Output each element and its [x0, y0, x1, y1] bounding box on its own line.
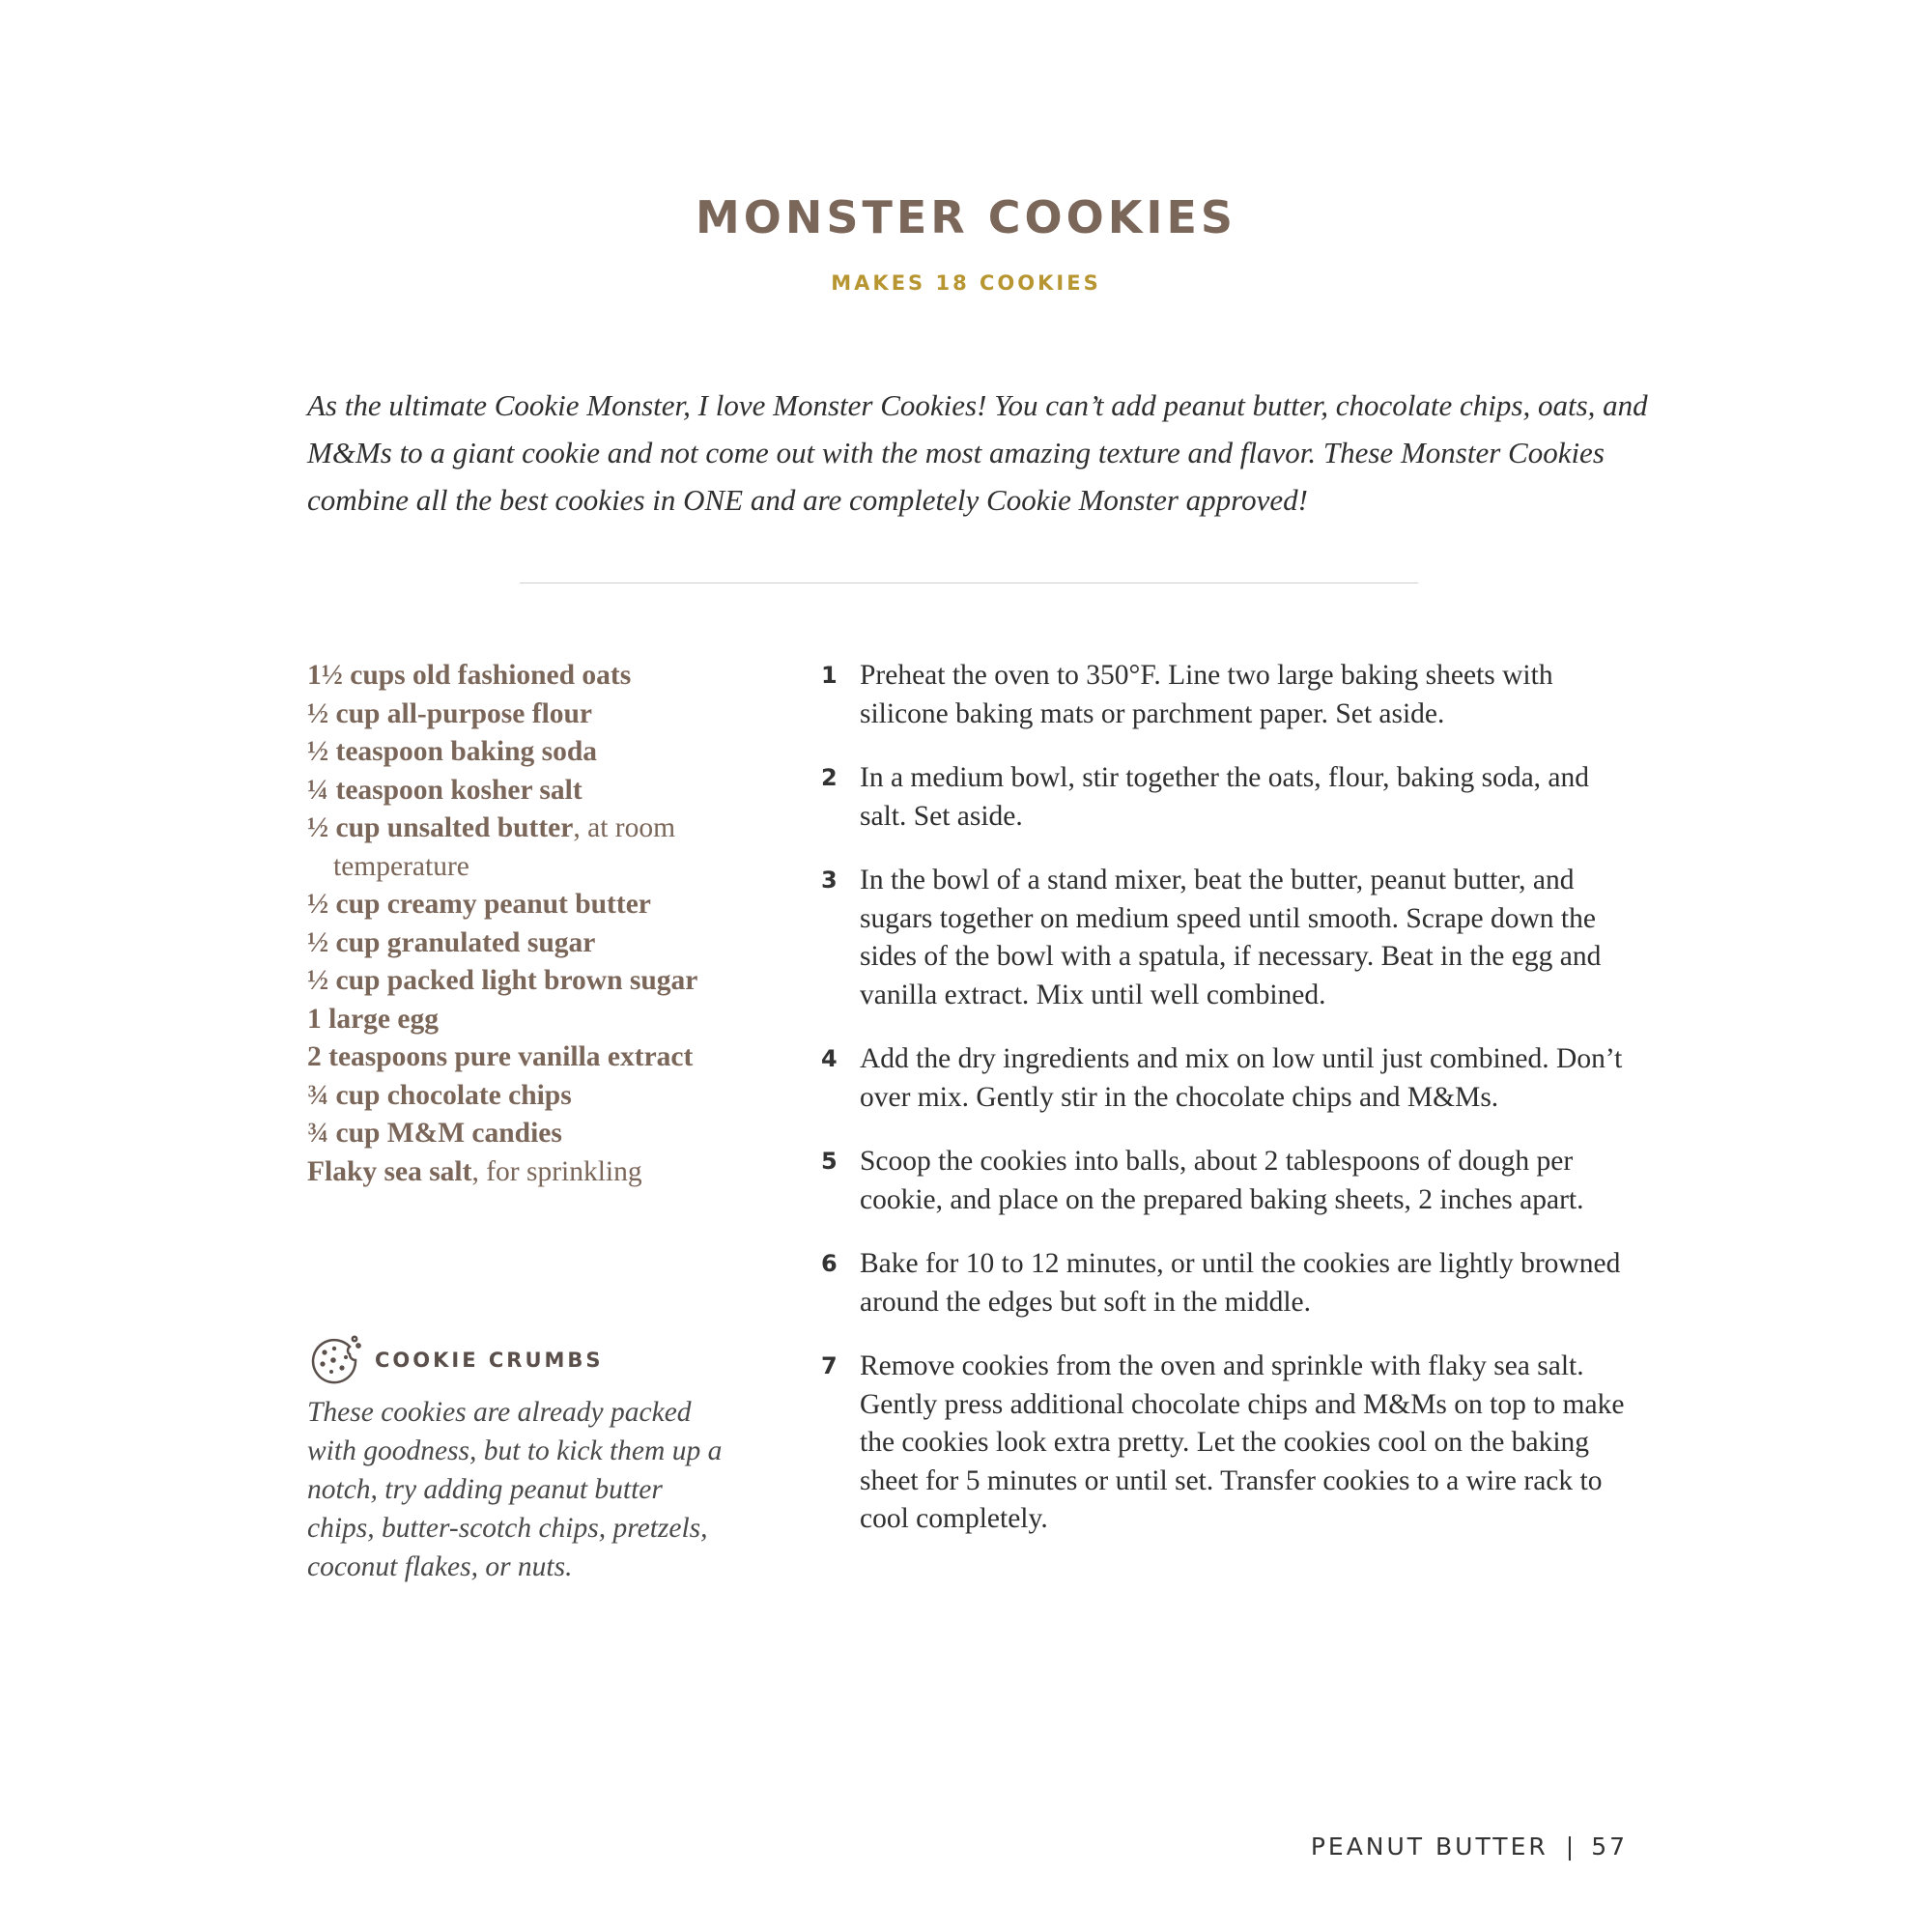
tip-header [307, 1333, 604, 1387]
ingredient-item: ¾ cup M&M candies [307, 1118, 562, 1149]
instruction-step [821, 1348, 1633, 1539]
instruction-step [821, 1143, 1633, 1219]
ingredient-item: ½ cup creamy peanut butter [307, 889, 651, 920]
step-text: Scoop the cookies into balls, about 2 tablespoons of dough per cookie, and place on the prepared baking sheets, 2 inches apart. [860, 1146, 1584, 1215]
cookie-icon [307, 1331, 361, 1389]
instruction-step [821, 1245, 1633, 1321]
recipe-intro: As the ultimate Cookie Monster, I love Monster Cookies! You can’t add peanut butter, chocolate chips, oats, and M&Ms to a giant cookie and not come out with the most amazing texture and flavor. These Monster Cookies combine all the best cookies in ONE and are completely Cookie Monster approved! [307, 388, 1648, 517]
recipe-yield: MAKES 18 COOKIES [831, 271, 1101, 295]
footer-section: PEANUT BUTTER [1310, 1833, 1548, 1861]
ingredient-item: ½ cup packed light brown sugar [307, 965, 698, 996]
ingredient-item: 2 teaspoons pure vanilla extract [307, 1041, 694, 1072]
page-title: MONSTER COOKIES [695, 191, 1237, 243]
instruction-step [821, 862, 1633, 1014]
step-number: 7 [821, 1352, 838, 1379]
instructions-list [821, 657, 1633, 1565]
step-number: 2 [821, 764, 838, 791]
ingredient-item: ½ cup all-purpose flour [307, 697, 593, 729]
instruction-step [821, 657, 1633, 733]
ingredient-item: 1½ cups old fashioned oats [307, 660, 632, 691]
ingredients-list [307, 657, 771, 1191]
instruction-step [821, 759, 1633, 836]
ingredient-item: ½ cup granulated sugar [307, 926, 596, 958]
step-number: 6 [821, 1250, 838, 1277]
step-number: 4 [821, 1045, 838, 1072]
page-number: 57 [1591, 1833, 1628, 1861]
tip-text: These cookies are already packed with goodness, but to kick them up a notch, try adding peanut butter chips, butter-scotch chips, pretzels, coconut flakes, or nuts. [307, 1397, 723, 1582]
step-text: Bake for 10 to 12 minutes, or until the cookies are lightly browned around the edges but soft in the middle. [860, 1248, 1621, 1318]
step-number: 3 [821, 867, 838, 894]
footer-separator: | [1565, 1833, 1575, 1861]
step-number: 1 [821, 662, 838, 689]
page-footer [1311, 1833, 1628, 1861]
instruction-step [821, 1040, 1633, 1117]
ingredient-item: ¾ cup chocolate chips [307, 1079, 572, 1111]
ingredient-item: Flaky sea salt, for sprinkling [307, 1155, 642, 1187]
step-text: Add the dry ingredients and mix on low until just combined. Don’t over mix. Gently stir in the chocolate chips and M&Ms. [860, 1043, 1623, 1113]
step-text: In a medium bowl, stir together the oats, flour, baking soda, and salt. Set aside. [860, 762, 1590, 832]
step-text: In the bowl of a stand mixer, beat the butter, peanut butter, and sugars together on medium speed until smooth. Scrape down the sides of the bowl with a spatula, if necessary. Beat in the egg and vanilla extract. Mix until well combined. [860, 865, 1602, 1010]
ingredient-item: ½ cup unsalted butter, at room temperature [307, 812, 676, 882]
step-text: Remove cookies from the oven and sprinkle with flaky sea salt. Gently press additional chocolate chips and M&Ms on top to make the cookies look extra pretty. Let the cookies cool on the baking sheet for 5 minutes or until set. Transfer cookies to a wire rack to cool completely. [860, 1350, 1625, 1534]
ingredient-item: 1 large egg [307, 1003, 439, 1035]
tip-title: COOKIE CRUMBS [375, 1349, 604, 1372]
step-number: 5 [821, 1148, 838, 1175]
step-text: Preheat the oven to 350°F. Line two large baking sheets with silicone baking mats or parchment paper. Set aside. [860, 660, 1553, 729]
section-divider [520, 582, 1418, 583]
ingredient-item: ½ teaspoon baking soda [307, 736, 598, 767]
ingredient-item: ¼ teaspoon kosher salt [307, 774, 582, 806]
